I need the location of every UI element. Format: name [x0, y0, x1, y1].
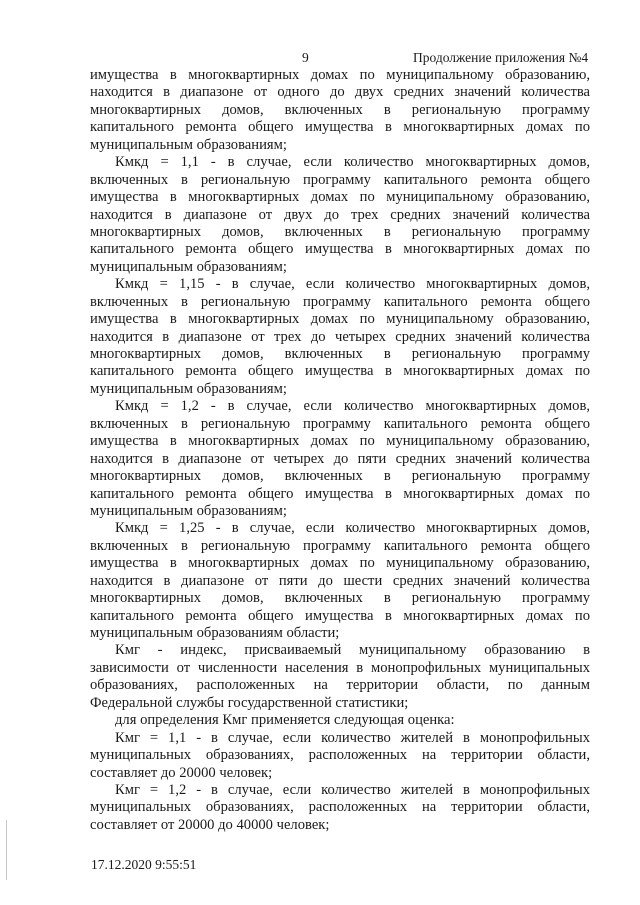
text-line: Кмкд = 1,25 - в случае, если количество многоквартирных домов,: [115, 520, 590, 537]
text-line: Кмг - индекс, присваиваемый муниципальному образованию в: [115, 642, 590, 659]
text-line: Кмкд = 1,1 - в случае, если количество многоквартирных домов,: [115, 154, 590, 171]
text-line: Кмг = 1,1 - в случае, если количество жителей в монопрофильных: [115, 729, 590, 746]
text-line: капитального ремонта общего имущества в многоквартирных домах по: [90, 363, 590, 380]
text-line: для определения Кмг применяется следующая оценка:: [115, 712, 455, 729]
scan-edge-mark: [6, 820, 7, 880]
text-line: находится в диапазоне от трех до четырех средних значений количества: [90, 328, 590, 345]
text-line: находится в диапазоне от четырех до пяти средних значений количества: [90, 450, 590, 467]
text-line: включенных в региональную программу капитального ремонта общего: [90, 415, 590, 432]
text-line: капитального ремонта общего имущества в многоквартирных домах по: [90, 607, 590, 624]
text-line: Кмкд = 1,2 - в случае, если количество многоквартирных домов,: [115, 398, 590, 415]
text-line: имущества в многоквартирных домах по муниципальному образованию,: [90, 67, 590, 83]
text-line: имущества в многоквартирных домах по муниципальному образованию,: [90, 311, 590, 328]
text-line: муниципальным образованиям;: [90, 380, 287, 397]
text-line: образованиях, расположенных на территории области, по данным: [90, 677, 590, 694]
text-line: муниципальным образованиям;: [90, 258, 287, 275]
text-line: многоквартирных домов, включенных в региональную программу: [90, 346, 590, 362]
text-line: муниципальных образованиях, расположенных на территории области,: [90, 747, 590, 764]
text-line: капитального ремонта общего имущества в многоквартирных домах по: [90, 241, 590, 258]
text-line: муниципальным образованиям;: [90, 502, 287, 519]
text-line: муниципальным образованиям области;: [90, 625, 340, 641]
text-line: находится в диапазоне от двух до трех средних значений количества: [90, 206, 590, 223]
text-line: многоквартирных домов, включенных в региональную программу: [90, 101, 590, 118]
text-line: многоквартирных домов, включенных в региональную программу: [90, 223, 590, 240]
text-line: Кмг = 1,2 - в случае, если количество жителей в монопрофильных: [115, 781, 590, 798]
text-line: составляет до 20000 человек;: [90, 764, 273, 781]
text-line: включенных в региональную программу капитального ремонта общего: [90, 537, 590, 554]
text-line: составляет от 20000 до 40000 человек;: [90, 816, 330, 833]
document-body: [90, 67, 590, 834]
text-line: капитального ремонта общего имущества в многоквартирных домах по: [90, 485, 590, 502]
text-line: включенных в региональную программу капитального ремонта общего: [90, 293, 590, 310]
text-line: капитального ремонта общего имущества в многоквартирных домах по: [90, 119, 590, 136]
text-line: имущества в многоквартирных домах по муниципальному образованию,: [90, 189, 590, 206]
text-line: включенных в региональную программу капитального ремонта общего: [90, 171, 590, 188]
text-line: Кмкд = 1,15 - в случае, если количество многоквартирных домов,: [115, 276, 590, 293]
text-line: находится в диапазоне от пяти до шести средних значений количества: [90, 572, 590, 589]
text-line: зависимости от численности населения в монопрофильных муниципальных: [90, 659, 590, 676]
text-line: Федеральной службы государственной статистики;: [90, 694, 409, 711]
text-line: имущества в многоквартирных домах по муниципальному образованию,: [90, 433, 590, 450]
text-line: многоквартирных домов, включенных в региональную программу: [90, 468, 590, 485]
text-line: находится в диапазоне от одного до двух средних значений количества: [90, 84, 590, 101]
text-line: имущества в многоквартирных домах по муниципальному образованию,: [90, 555, 590, 572]
print-timestamp: 17.12.2020 9:55:51: [91, 857, 197, 872]
page-number: 9: [302, 50, 309, 65]
text-line: муниципальным образованиям;: [90, 136, 287, 153]
page-header: Продолжение приложения №4: [413, 50, 589, 65]
text-line: муниципальных образованиях, расположенных на территории области,: [90, 799, 590, 816]
text-line: многоквартирных домов, включенных в региональную программу: [90, 590, 590, 607]
